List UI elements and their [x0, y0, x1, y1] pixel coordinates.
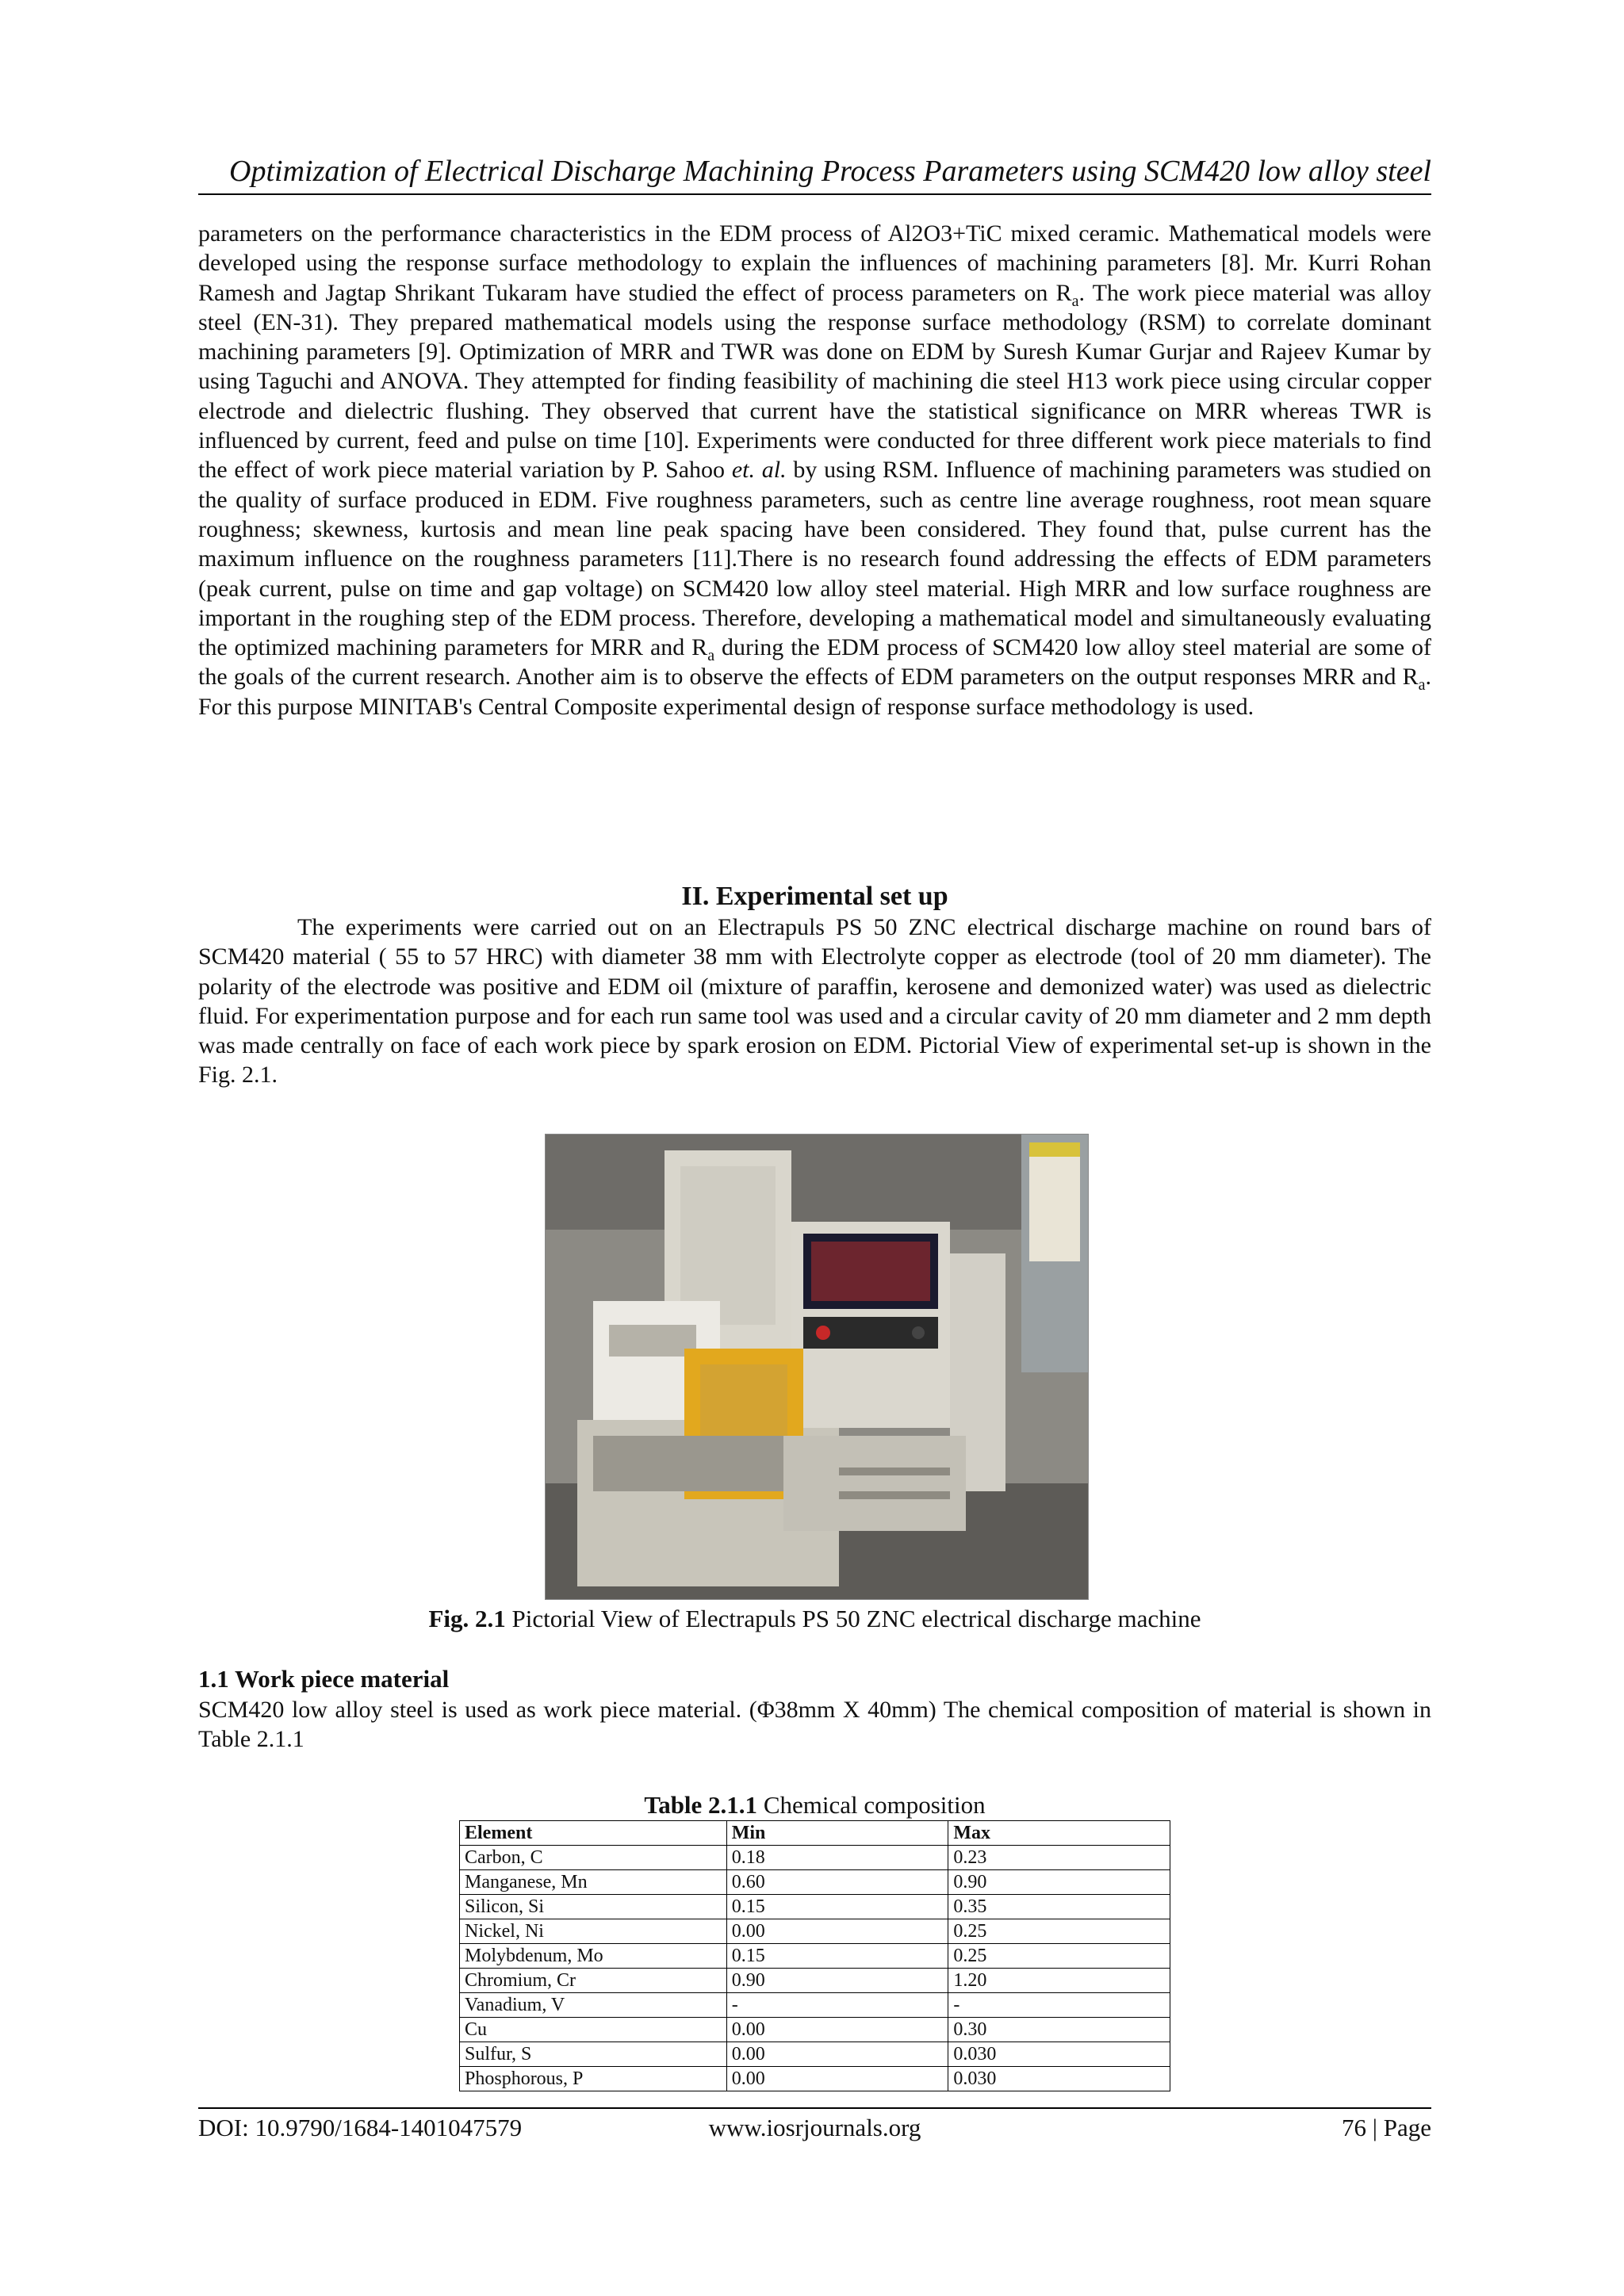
table-caption — [198, 1789, 1431, 1821]
intro-text-2: . The work piece material was alloy steel (EN-31). They prepared mathematical models using the response surface methodology (RSM) to correlate dominant machining parameters [9]. Optimization of MRR and TWR was done on EDM by Suresh Kumar Gurjar and Rajeev Kumar by using Taguchi and ANOVA. They attempted for finding feasibility of machining die steel H13 work piece using circular copper electrode and dielectric flushing. They observed that current have the statistical significance on MRR whereas TWR is influenced by current, feed and pulse on time [10]. Experiments were conducted for three different work piece materials to find the effect of work piece material variation by P. Sahoo — [198, 279, 1432, 484]
table-cell: 0.00 — [726, 2042, 948, 2067]
page-number: 76 | Page — [1342, 2114, 1431, 2141]
table-cell: 0.15 — [726, 1895, 948, 1919]
subsection-heading: 1.1 Work piece material — [198, 1665, 450, 1693]
table-cell: - — [726, 1993, 948, 2018]
table-cell: 0.23 — [948, 1846, 1170, 1870]
table-cell: 0.00 — [726, 2067, 948, 2091]
header-rule — [198, 193, 1431, 195]
table-cell: 0.90 — [948, 1870, 1170, 1895]
setup-paragraph: The experiments were carried out on an Electrapuls PS 50 ZNC electrical discharge machine on round bars of SCM420 material ( 55 to 57 HRC) with diameter 38 mm with Electrolyte copper as electrode (tool of 20 mm diameter). The polarity of the electrode was positive and EDM oil (mixture of paraffin, kerosene and demonized water) was used as dielectric fluid. For experimentation purpose and for each run same tool was used and a circular cavity of 20 mm diameter and 2 mm depth was made centrally on face of each work piece by spark erosion on EDM. Pictorial View of experimental set-up is shown in the Fig. 2.1. — [198, 914, 1431, 1089]
table-cell: Silicon, Si — [460, 1895, 727, 1919]
table-cell: 0.60 — [726, 1870, 948, 1895]
table-cell: 0.15 — [726, 1944, 948, 1969]
header-cell: Element — [460, 1821, 727, 1846]
table-row — [460, 1919, 1170, 1944]
table-cell: Vanadium, V — [460, 1993, 727, 2018]
composition-table — [459, 1820, 1170, 2091]
table-cell: 0.00 — [726, 2018, 948, 2042]
table-cell: - — [948, 1993, 1170, 2018]
figure-caption — [198, 1603, 1431, 1635]
table-cell: 1.20 — [948, 1969, 1170, 1993]
table-cell: Manganese, Mn — [460, 1870, 727, 1895]
table-cell: 0.00 — [726, 1919, 948, 1944]
table-cell: 0.030 — [948, 2042, 1170, 2067]
table-header-row — [460, 1821, 1170, 1846]
table-cell: 0.25 — [948, 1919, 1170, 1944]
running-header: Optimization of Electrical Discharge Machining Process Parameters using SCM420 low alloy steel — [229, 155, 1431, 188]
table-cell: 0.25 — [948, 1944, 1170, 1969]
material-paragraph: SCM420 low alloy steel is used as work piece material. (Φ38mm X 40mm) The chemical composition of material is shown in Table 2.1.1 — [198, 1697, 1431, 1753]
table-row — [460, 1870, 1170, 1895]
table-label: Table 2.1.1 — [644, 1791, 758, 1819]
header-cell: Max — [948, 1821, 1170, 1846]
subscript-a: a — [707, 647, 715, 665]
table-cell: Nickel, Ni — [460, 1919, 727, 1944]
table-cell: 0.18 — [726, 1846, 948, 1870]
table-cell: Molybdenum, Mo — [460, 1944, 727, 1969]
intro-text-1: parameters on the performance characteristics in the EDM process of Al2O3+TiC mixed ceramic. Mathematical models were developed using the response surface methodology to explain the influences of machining parameters [8]. Mr. Kurri Rohan Ramesh and Jagtap Shrikant Tukaram have studied the effect of process parameters on R — [198, 220, 1431, 306]
intro-paragraph — [198, 219, 1431, 721]
figure-caption-text: Pictorial View of Electrapuls PS 50 ZNC electrical discharge machine — [505, 1605, 1201, 1632]
doi-text: DOI: 10.9790/1684-1401047579 — [198, 2114, 523, 2141]
header-cell: Min — [726, 1821, 948, 1846]
table-cell: Sulfur, S — [460, 2042, 727, 2067]
intro-text-3: by using RSM. Influence of machining parameters was studied on the quality of surface produced in EDM. Five roughness parameters, such as centre line average roughness, root mean square roughness; skewness, kurtosis and mean line peak spacing have been considered. They found that, pulse current has the maximum influence on the roughness parameters [11].There is no research found addressing the effects of EDM parameters (peak current, pulse on time and gap voltage) on SCM420 low alloy steel material. High MRR and low surface roughness are important in the roughing step of the EDM process. Therefore, developing a mathematical model and simultaneously evaluating the optimized machining parameters for MRR and R — [198, 457, 1431, 661]
et-al: et. al. — [731, 457, 787, 484]
intro-text-4: during the EDM process of SCM420 low alloy steel material are some of the goals of the current research. Another aim is to observe the effects of EDM parameters on the output responses MRR and R — [198, 634, 1431, 691]
table-row — [460, 2067, 1170, 2091]
journal-link[interactable]: www.iosrjournals.org — [708, 2114, 921, 2141]
table-row — [460, 2018, 1170, 2042]
table-cell: Chromium, Cr — [460, 1969, 727, 1993]
table-cell: Cu — [460, 2018, 727, 2042]
section-heading: II. Experimental set up — [681, 882, 948, 911]
footer-rule — [198, 2107, 1431, 2109]
intro-text-5: . For this purpose MINITAB's Central Composite experimental design of response surface methodology is used. — [198, 664, 1431, 720]
table-cell: 0.30 — [948, 2018, 1170, 2042]
table-cell: Carbon, C — [460, 1846, 727, 1870]
table-row — [460, 1846, 1170, 1870]
table-row — [460, 2042, 1170, 2067]
table-cell: Phosphorous, P — [460, 2067, 727, 2091]
table-row — [460, 1993, 1170, 2018]
table-row — [460, 1944, 1170, 1969]
figure-label: Fig. 2.1 — [428, 1605, 506, 1632]
subscript-a: a — [1418, 676, 1426, 695]
subscript-a: a — [1071, 292, 1079, 310]
table-cell: 0.90 — [726, 1969, 948, 1993]
table-row — [460, 1895, 1170, 1919]
table-cell: 0.35 — [948, 1895, 1170, 1919]
table-row — [460, 1969, 1170, 1993]
table-caption-text: Chemical composition — [757, 1791, 986, 1819]
machine-illustration — [546, 1135, 1088, 1599]
table-cell: 0.030 — [948, 2067, 1170, 2091]
edm-machine-photo — [545, 1134, 1089, 1600]
